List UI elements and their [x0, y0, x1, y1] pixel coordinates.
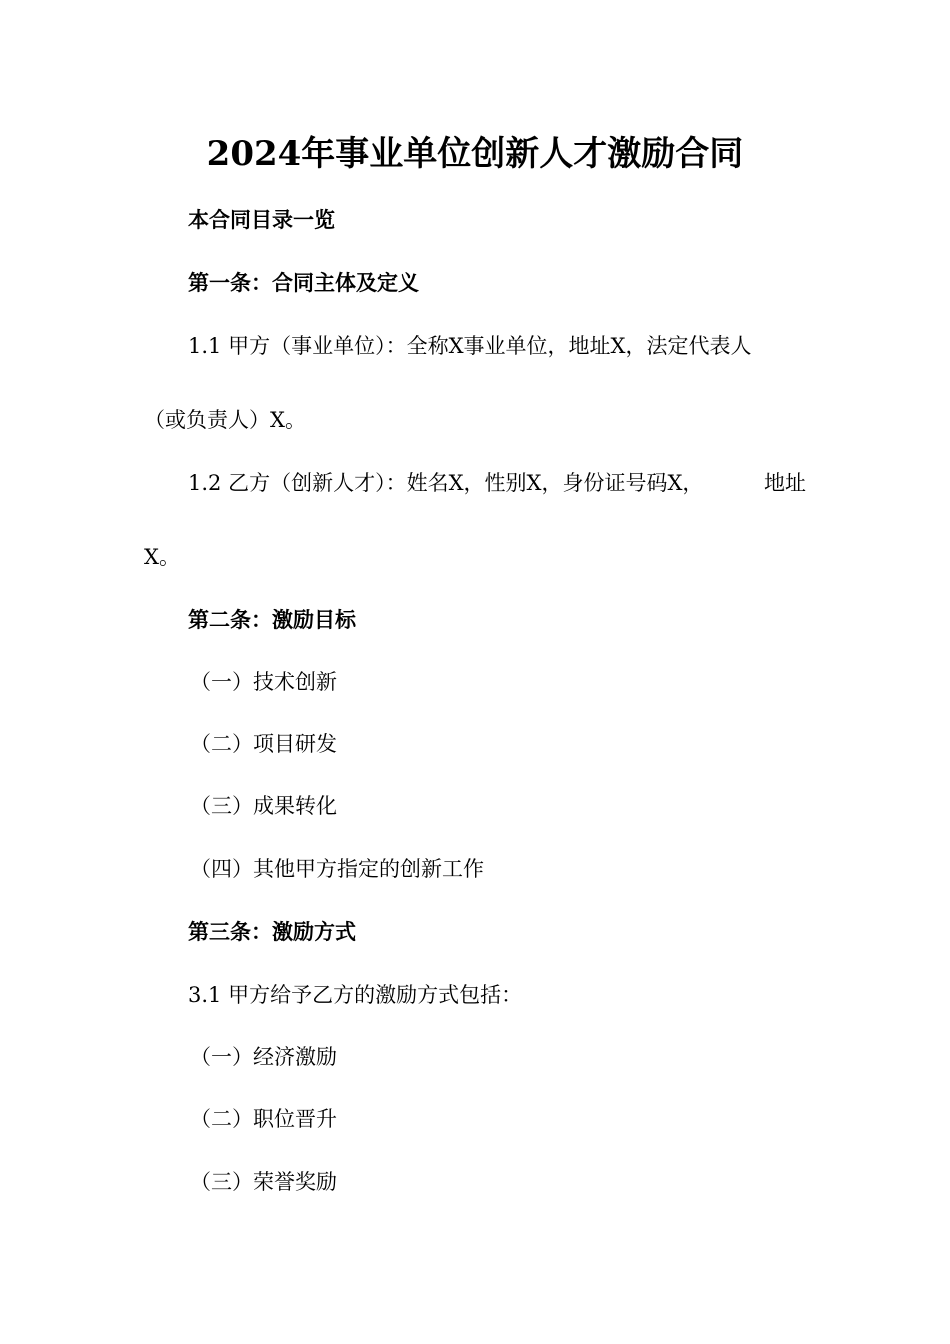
clause-1-2-part2: 地址 — [764, 471, 806, 495]
article3-heading: 第三条：激励方式 — [188, 919, 356, 944]
clause-1-2-line2: X。 — [144, 545, 180, 569]
clause-1-1-line1: 1.1 甲方（事业单位）：全称X事业单位，地址X，法定代表人 — [188, 334, 752, 358]
clause-1-2-line1 — [188, 467, 806, 499]
toc-heading: 本合同目录一览 — [188, 207, 335, 232]
clause-3-1: 3.1 甲方给予乙方的激励方式包括： — [188, 983, 523, 1007]
article2-item-4: （四）其他甲方指定的创新工作 — [190, 857, 484, 881]
article2-item-1: （一）技术创新 — [190, 670, 337, 694]
clause-1-2-part1: 1.2 乙方（创新人才）：姓名X，性别X，身份证号码X， — [188, 471, 704, 495]
document-title: 2024年事业单位创新人才激励合同 — [206, 134, 744, 174]
article2-item-3: （三）成果转化 — [190, 794, 337, 818]
article2-item-2: （二）项目研发 — [190, 732, 337, 756]
article3-item-3: （三）荣誉奖励 — [190, 1170, 337, 1194]
article3-item-2: （二）职位晋升 — [190, 1107, 337, 1131]
clause-1-1-line2: （或负责人）X。 — [144, 408, 306, 432]
article2-heading: 第二条：激励目标 — [188, 607, 356, 632]
article3-item-1: （一）经济激励 — [190, 1045, 337, 1069]
article1-heading: 第一条：合同主体及定义 — [188, 270, 419, 295]
